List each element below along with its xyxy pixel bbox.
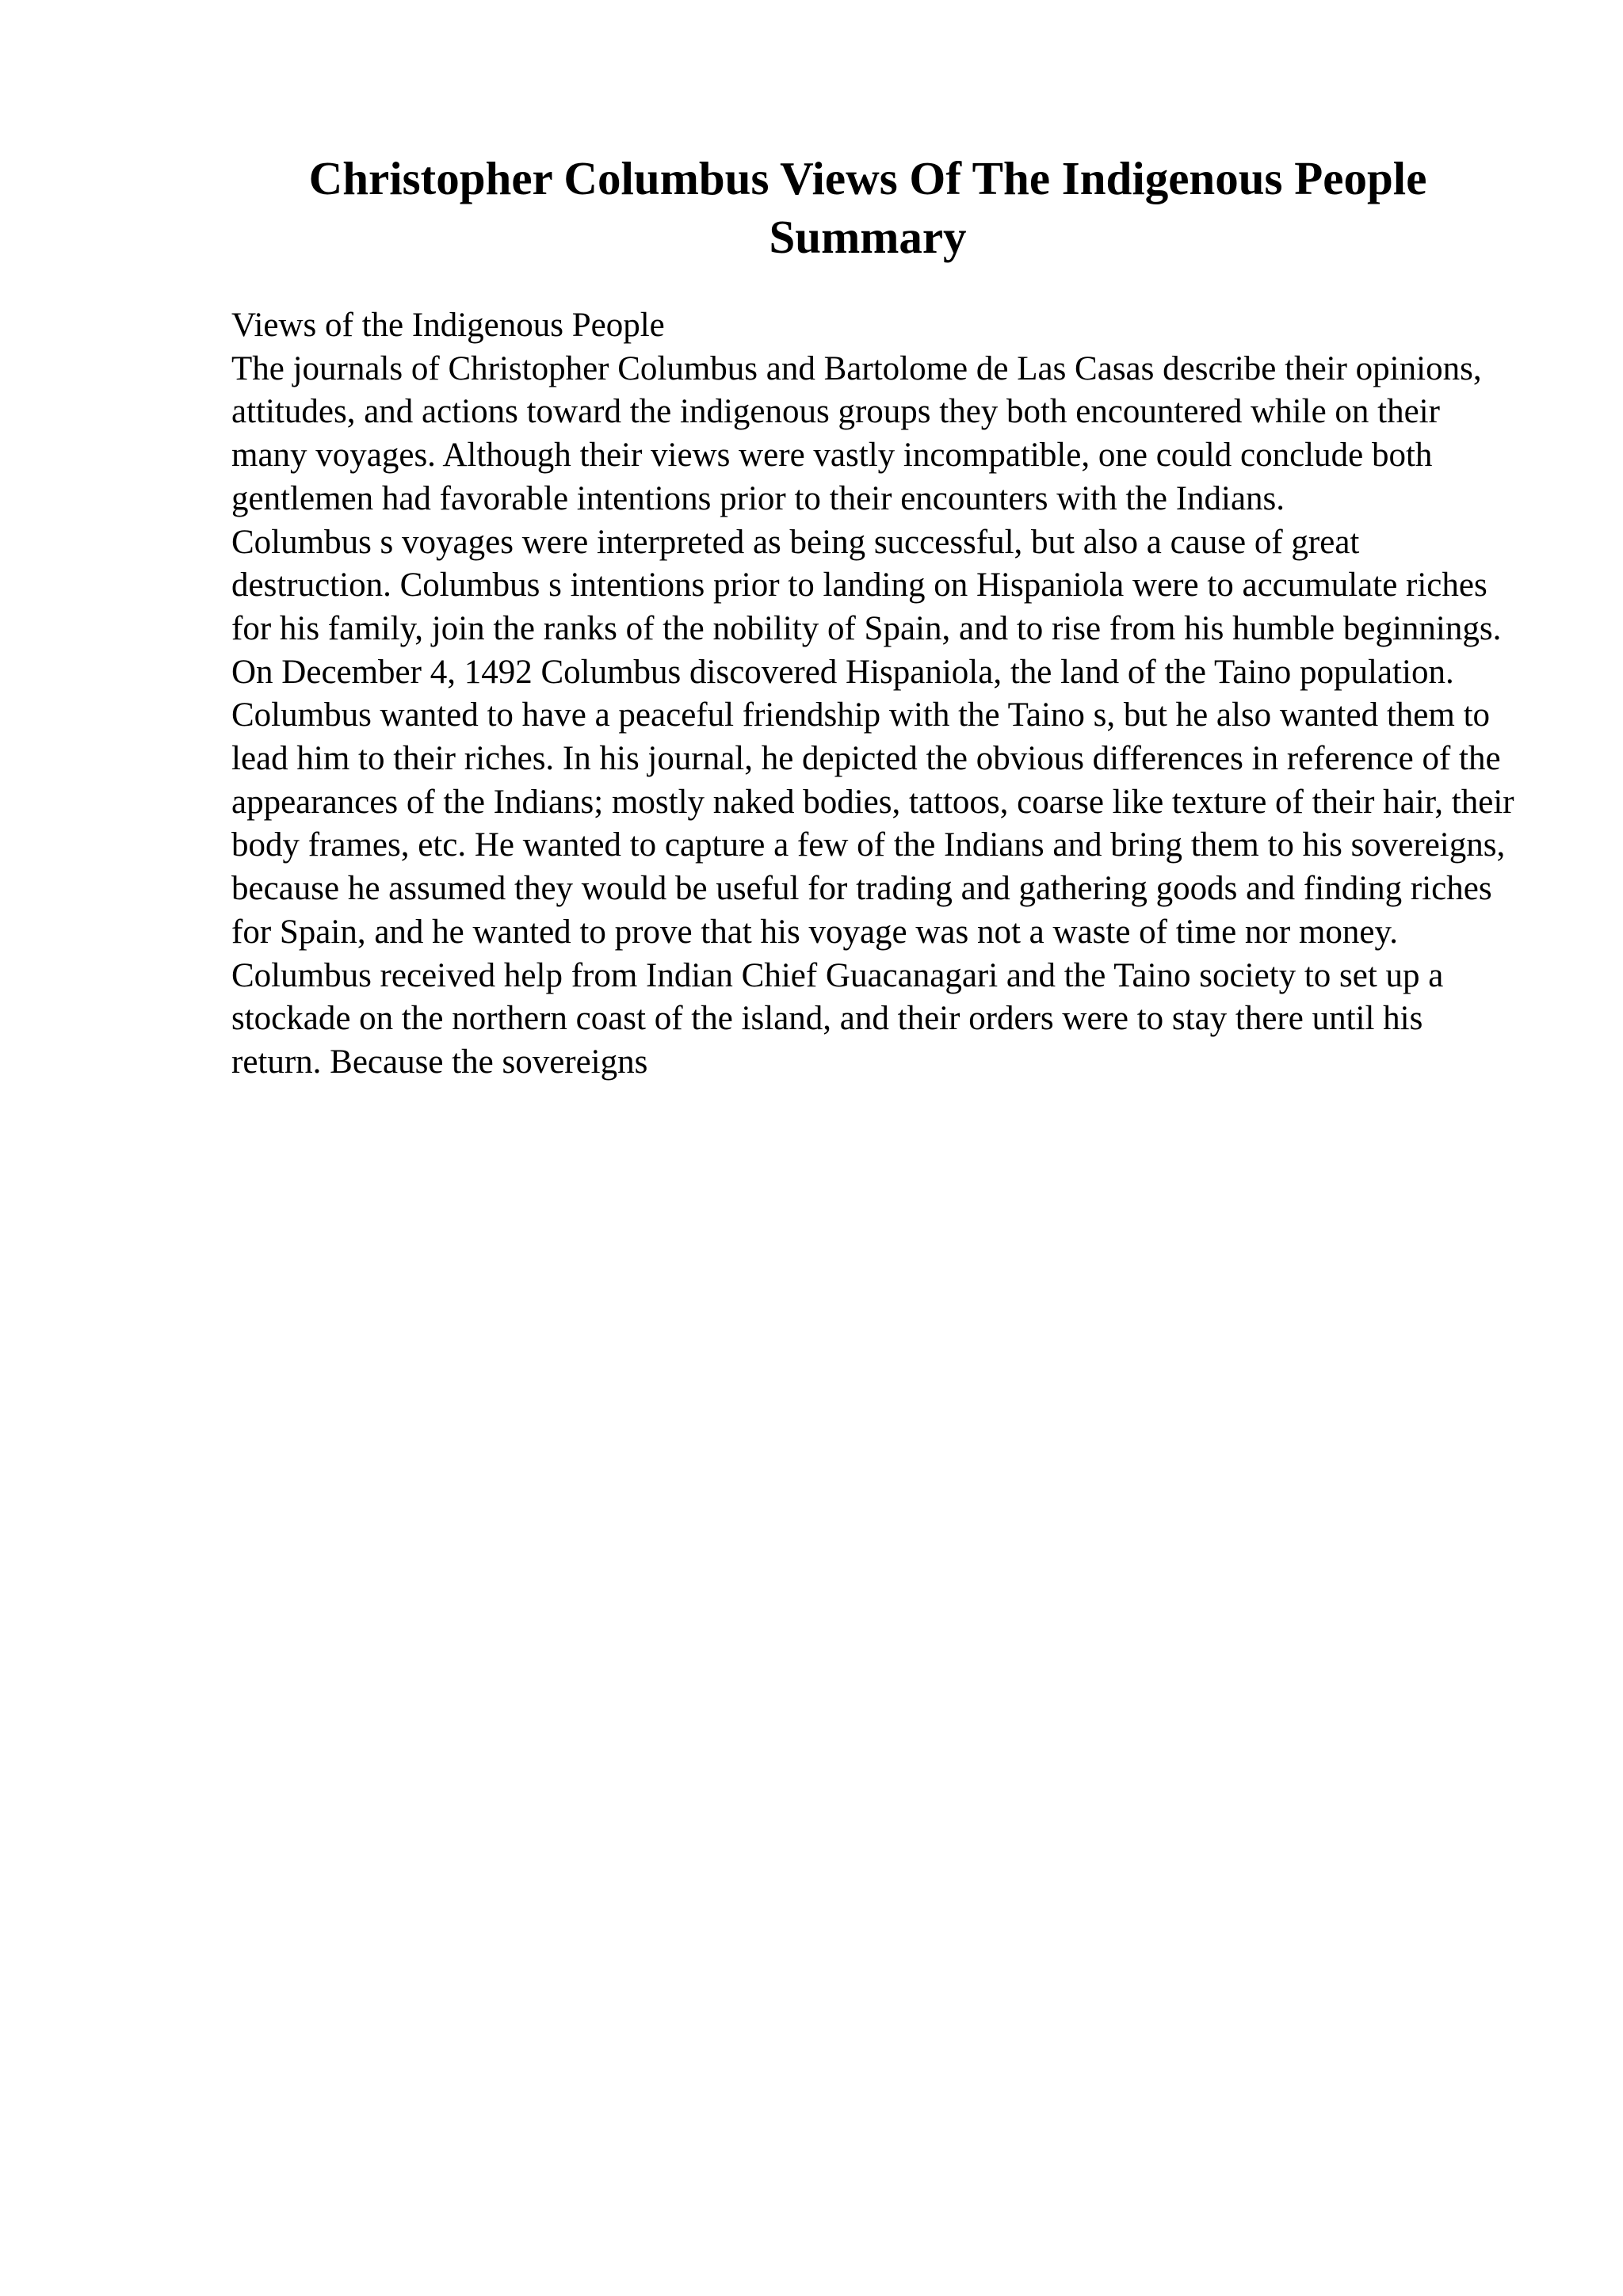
paragraph-2: Columbus s voyages were interpreted as being successful, but also a cause of great destruction. Columbus s intentions prior to landing on Hispaniola were to accumulate riches for his family, join the ranks of the nobility of Spain, and to rise from his humble beginnings. On December 4, 1492 Columbus discovered Hispaniola, the land of the Taino population. Columbus wanted to have a peaceful friendship with the Taino s, but he also wanted them to lead him to their riches. In his journal, he depicted the obvious differences in reference of the appearances of the Indians; mostly naked bodies, tattoos, coarse like texture of their hair, their body frames, etc. He wanted to capture a few of the Indians and bring them to his sovereigns, because he assumed they would be useful for trading and gathering goods and finding riches for Spain, and he wanted to prove that his voyage was not a waste of time nor money. Columbus received help from Indian Chief Guacanagari and the Taino society to set up a stockade on the northern coast of the island, and their orders were to stay there until his return. Because the sovereigns: [231, 523, 1514, 1081]
section-subheading: Views of the Indigenous People: [231, 307, 665, 344]
document-title: Christopher Columbus Views Of The Indigenous People Summary: [308, 152, 1427, 263]
paragraph-1: The journals of Christopher Columbus and Bartolome de Las Casas describe their opinions, attitudes, and actions toward the indigenous groups they both encountered while on their many voyages. Although their views were vastly incompatible, one could conclude both gentlemen had favorable intentions prior to their encounters with the Indians.: [231, 349, 1482, 517]
document-body: [231, 304, 1515, 1085]
